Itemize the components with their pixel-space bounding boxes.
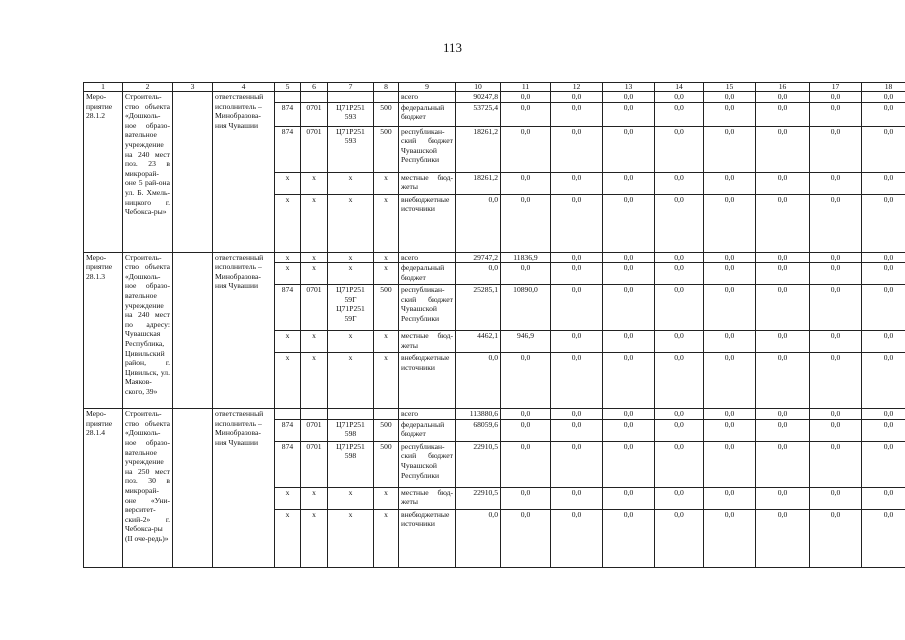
year-value-cell: 0,0 xyxy=(862,353,905,409)
target-article-cell: х xyxy=(328,172,374,194)
grbs-cell: 874 xyxy=(275,285,301,331)
grbs-cell: 874 xyxy=(275,419,301,441)
funding-source-cell: республикан-ский бюджет Чувашской Республики xyxy=(399,285,456,331)
event-cell: Меро-приятие 28.1.3 xyxy=(84,252,123,409)
year-value-cell: 0,0 xyxy=(501,172,551,194)
empty-cell xyxy=(173,92,213,253)
year-value-cell: 0,0 xyxy=(603,102,655,126)
expense-type-cell xyxy=(374,92,399,103)
expense-type-cell xyxy=(374,409,399,420)
column-header: 16 xyxy=(756,83,810,92)
object-cell: Строитель-ство объекта «Дошколь-ное образо-вательное учреждение на 240 мест по адресу: Чувашская Республика, Цивильский район, г. Цивильск, ул. Маяков-ского, 39» xyxy=(123,252,173,409)
year-value-cell: 0,0 xyxy=(551,194,603,252)
object-cell: Строитель-ство объекта «Дошколь-ное образо-вательное учреждение на 240 мест поз. 23 в микрорай-оне 5 рай-она ул. Б. Хмель-ницкого г. Чебокса-ры» xyxy=(123,92,173,253)
column-header: 17 xyxy=(810,83,862,92)
year-value-cell: 0,0 xyxy=(756,509,810,567)
section-cell: х xyxy=(301,353,328,409)
event-cell: Меро-приятие 28.1.2 xyxy=(84,92,123,253)
target-article-cell: Ц71Р251 593 xyxy=(328,102,374,126)
year-value-cell: 0,0 xyxy=(501,419,551,441)
year-value-cell: 0,0 xyxy=(603,252,655,263)
table-row xyxy=(84,252,905,263)
year-value-cell: 0,0 xyxy=(756,263,810,285)
target-article-cell: Ц71Р251 59Г Ц71Р251 59Г xyxy=(328,285,374,331)
grbs-cell: х xyxy=(275,353,301,409)
expense-type-cell: х xyxy=(374,331,399,353)
year-value-cell: 0,0 xyxy=(862,487,905,509)
column-header: 9 xyxy=(399,83,456,92)
year-value-cell: 0,0 xyxy=(603,263,655,285)
year-value-cell: 10890,0 xyxy=(501,285,551,331)
year-value-cell: 0,0 xyxy=(603,409,655,420)
year-value-cell: 0,0 xyxy=(501,126,551,172)
target-article-cell: Ц71Р251 598 xyxy=(328,419,374,441)
total-value-cell: 22910,5 xyxy=(456,441,501,487)
funding-source-cell: всего xyxy=(399,252,456,263)
year-value-cell: 0,0 xyxy=(704,419,756,441)
total-value-cell: 22910,5 xyxy=(456,487,501,509)
expense-type-cell: х xyxy=(374,172,399,194)
funding-source-cell: республикан-ский бюджет Чувашской Республики xyxy=(399,126,456,172)
year-value-cell: 0,0 xyxy=(704,331,756,353)
year-value-cell: 0,0 xyxy=(810,487,862,509)
year-value-cell: 0,0 xyxy=(551,285,603,331)
year-value-cell: 0,0 xyxy=(603,509,655,567)
section-cell: х xyxy=(301,487,328,509)
year-value-cell: 0,0 xyxy=(862,263,905,285)
responsible-cell: ответственный исполнитель – Минобразова-ния Чувашии xyxy=(213,252,275,409)
year-value-cell: 0,0 xyxy=(756,172,810,194)
year-value-cell: 0,0 xyxy=(862,252,905,263)
column-header: 14 xyxy=(655,83,704,92)
section-cell: х xyxy=(301,194,328,252)
year-value-cell: 0,0 xyxy=(551,102,603,126)
expense-type-cell: х xyxy=(374,509,399,567)
total-value-cell: 4462,1 xyxy=(456,331,501,353)
year-value-cell: 0,0 xyxy=(655,194,704,252)
year-value-cell: 0,0 xyxy=(501,102,551,126)
year-value-cell: 0,0 xyxy=(862,409,905,420)
year-value-cell: 0,0 xyxy=(655,263,704,285)
year-value-cell: 0,0 xyxy=(704,353,756,409)
table-body xyxy=(84,83,905,568)
total-value-cell: 0,0 xyxy=(456,194,501,252)
column-header: 2 xyxy=(123,83,173,92)
year-value-cell: 0,0 xyxy=(810,172,862,194)
year-value-cell: 0,0 xyxy=(603,172,655,194)
year-value-cell: 0,0 xyxy=(603,331,655,353)
grbs-cell: х xyxy=(275,194,301,252)
year-value-cell: 0,0 xyxy=(704,126,756,172)
responsible-cell: ответственный исполнитель – Минобразова-ния Чувашии xyxy=(213,92,275,253)
target-article-cell: х xyxy=(328,487,374,509)
year-value-cell: 0,0 xyxy=(756,409,810,420)
year-value-cell: 0,0 xyxy=(810,102,862,126)
column-header: 8 xyxy=(374,83,399,92)
year-value-cell: 0,0 xyxy=(603,487,655,509)
year-value-cell: 0,0 xyxy=(810,285,862,331)
target-article-cell: х xyxy=(328,331,374,353)
grbs-cell: х xyxy=(275,252,301,263)
funding-source-cell: внебюджетные источники xyxy=(399,353,456,409)
column-header: 11 xyxy=(501,83,551,92)
target-article-cell: х xyxy=(328,353,374,409)
year-value-cell: 0,0 xyxy=(704,102,756,126)
year-value-cell: 0,0 xyxy=(551,409,603,420)
grbs-cell: х xyxy=(275,172,301,194)
year-value-cell: 0,0 xyxy=(603,419,655,441)
year-value-cell: 0,0 xyxy=(704,263,756,285)
year-value-cell: 0,0 xyxy=(756,126,810,172)
year-value-cell: 0,0 xyxy=(756,102,810,126)
column-header: 3 xyxy=(173,83,213,92)
section-cell xyxy=(301,92,328,103)
grbs-cell: 874 xyxy=(275,441,301,487)
year-value-cell: 0,0 xyxy=(810,252,862,263)
year-value-cell: 0,0 xyxy=(862,194,905,252)
year-value-cell: 0,0 xyxy=(551,353,603,409)
expense-type-cell: 500 xyxy=(374,126,399,172)
section-cell: х xyxy=(301,263,328,285)
funding-source-cell: федеральный бюджет xyxy=(399,102,456,126)
total-value-cell: 18261,2 xyxy=(456,172,501,194)
section-cell: 0701 xyxy=(301,126,328,172)
year-value-cell: 0,0 xyxy=(756,92,810,103)
page-number: 113 xyxy=(442,40,463,55)
year-value-cell: 0,0 xyxy=(551,172,603,194)
object-cell: Строитель-ство объекта «Дошколь-ное образо-вательное учреждение на 250 мест поз. 30 в микрорай-оне «Уни-верситет-ский-2» г. Чебокса-ры (II оче-редь)» xyxy=(123,409,173,568)
total-value-cell: 25285,1 xyxy=(456,285,501,331)
year-value-cell: 0,0 xyxy=(756,252,810,263)
column-header: 4 xyxy=(213,83,275,92)
year-value-cell: 0,0 xyxy=(501,194,551,252)
column-header: 5 xyxy=(275,83,301,92)
total-value-cell: 0,0 xyxy=(456,509,501,567)
year-value-cell: 0,0 xyxy=(810,409,862,420)
year-value-cell: 0,0 xyxy=(551,441,603,487)
year-value-cell: 0,0 xyxy=(655,92,704,103)
year-value-cell: 0,0 xyxy=(655,509,704,567)
section-cell: х xyxy=(301,509,328,567)
year-value-cell: 0,0 xyxy=(756,285,810,331)
section-cell: х xyxy=(301,252,328,263)
table-row xyxy=(84,92,905,103)
year-value-cell: 0,0 xyxy=(704,285,756,331)
total-value-cell: 0,0 xyxy=(456,353,501,409)
section-cell: х xyxy=(301,331,328,353)
total-value-cell: 0,0 xyxy=(456,263,501,285)
year-value-cell: 0,0 xyxy=(704,487,756,509)
year-value-cell: 0,0 xyxy=(704,194,756,252)
column-header: 7 xyxy=(328,83,374,92)
year-value-cell: 0,0 xyxy=(551,487,603,509)
year-value-cell: 0,0 xyxy=(704,172,756,194)
year-value-cell: 0,0 xyxy=(704,252,756,263)
expense-type-cell: х xyxy=(374,252,399,263)
column-header: 15 xyxy=(704,83,756,92)
year-value-cell: 0,0 xyxy=(810,263,862,285)
column-header: 18 xyxy=(862,83,905,92)
funding-source-cell: всего xyxy=(399,409,456,420)
year-value-cell: 0,0 xyxy=(655,285,704,331)
total-value-cell: 68059,6 xyxy=(456,419,501,441)
year-value-cell: 0,0 xyxy=(603,194,655,252)
expense-type-cell: 500 xyxy=(374,285,399,331)
expense-type-cell: 500 xyxy=(374,102,399,126)
expense-type-cell: х xyxy=(374,487,399,509)
grbs-cell: х xyxy=(275,487,301,509)
column-header: 12 xyxy=(551,83,603,92)
year-value-cell: 0,0 xyxy=(862,441,905,487)
year-value-cell: 0,0 xyxy=(810,194,862,252)
year-value-cell: 0,0 xyxy=(603,285,655,331)
grbs-cell: х xyxy=(275,263,301,285)
grbs-cell: 874 xyxy=(275,126,301,172)
funding-source-cell: внебюджетные источники xyxy=(399,194,456,252)
responsible-cell: ответственный исполнитель – Минобразова-ния Чувашии xyxy=(213,409,275,568)
year-value-cell: 0,0 xyxy=(810,353,862,409)
expense-type-cell: 500 xyxy=(374,441,399,487)
year-value-cell: 0,0 xyxy=(501,92,551,103)
year-value-cell: 0,0 xyxy=(603,353,655,409)
year-value-cell: 0,0 xyxy=(603,126,655,172)
year-value-cell: 0,0 xyxy=(655,331,704,353)
section-cell xyxy=(301,409,328,420)
year-value-cell: 0,0 xyxy=(862,285,905,331)
year-value-cell: 0,0 xyxy=(862,419,905,441)
section-cell: 0701 xyxy=(301,102,328,126)
total-value-cell: 18261,2 xyxy=(456,126,501,172)
target-article-cell: х xyxy=(328,509,374,567)
funding-source-cell: всего xyxy=(399,92,456,103)
column-header: 1 xyxy=(84,83,123,92)
header-row xyxy=(84,83,905,92)
year-value-cell: 0,0 xyxy=(655,252,704,263)
year-value-cell: 0,0 xyxy=(704,509,756,567)
year-value-cell: 0,0 xyxy=(655,487,704,509)
year-value-cell: 0,0 xyxy=(551,252,603,263)
section-cell: х xyxy=(301,172,328,194)
year-value-cell: 0,0 xyxy=(551,509,603,567)
funding-source-cell: местные бюд-жеты xyxy=(399,172,456,194)
event-cell: Меро-приятие 28.1.4 xyxy=(84,409,123,568)
grbs-cell xyxy=(275,409,301,420)
target-article-cell: х xyxy=(328,252,374,263)
empty-cell xyxy=(173,252,213,409)
expense-type-cell: 500 xyxy=(374,419,399,441)
target-article-cell xyxy=(328,92,374,103)
year-value-cell: 0,0 xyxy=(551,92,603,103)
year-value-cell: 0,0 xyxy=(655,126,704,172)
year-value-cell: 0,0 xyxy=(756,353,810,409)
funding-source-cell: местные бюд-жеты xyxy=(399,331,456,353)
empty-cell xyxy=(173,409,213,568)
year-value-cell: 0,0 xyxy=(551,126,603,172)
expense-type-cell: х xyxy=(374,263,399,285)
expense-type-cell: х xyxy=(374,194,399,252)
year-value-cell: 0,0 xyxy=(756,419,810,441)
budget-table xyxy=(83,82,905,568)
year-value-cell: 0,0 xyxy=(862,509,905,567)
total-value-cell: 53725,4 xyxy=(456,102,501,126)
year-value-cell: 0,0 xyxy=(551,331,603,353)
funding-source-cell: республикан-ский бюджет Чувашской Республики xyxy=(399,441,456,487)
table-row xyxy=(84,409,905,420)
year-value-cell: 0,0 xyxy=(862,126,905,172)
year-value-cell: 0,0 xyxy=(810,509,862,567)
year-value-cell: 0,0 xyxy=(756,487,810,509)
total-value-cell: 113880,6 xyxy=(456,409,501,420)
target-article-cell xyxy=(328,409,374,420)
target-article-cell: Ц71Р251 593 xyxy=(328,126,374,172)
year-value-cell: 0,0 xyxy=(501,509,551,567)
year-value-cell: 0,0 xyxy=(862,172,905,194)
year-value-cell: 0,0 xyxy=(655,353,704,409)
year-value-cell: 0,0 xyxy=(704,441,756,487)
year-value-cell: 0,0 xyxy=(551,263,603,285)
column-header: 10 xyxy=(456,83,501,92)
year-value-cell: 0,0 xyxy=(655,419,704,441)
target-article-cell: Ц71Р251 598 xyxy=(328,441,374,487)
year-value-cell: 0,0 xyxy=(501,441,551,487)
year-value-cell: 946,9 xyxy=(501,331,551,353)
year-value-cell: 0,0 xyxy=(501,487,551,509)
year-value-cell: 0,0 xyxy=(756,331,810,353)
grbs-cell: 874 xyxy=(275,102,301,126)
funding-source-cell: внебюджетные источники xyxy=(399,509,456,567)
year-value-cell: 0,0 xyxy=(655,441,704,487)
total-value-cell: 29747,2 xyxy=(456,252,501,263)
funding-source-cell: местные бюд-жеты xyxy=(399,487,456,509)
year-value-cell: 0,0 xyxy=(756,194,810,252)
year-value-cell: 0,0 xyxy=(551,419,603,441)
grbs-cell: х xyxy=(275,509,301,567)
year-value-cell: 0,0 xyxy=(655,172,704,194)
year-value-cell: 0,0 xyxy=(756,441,810,487)
year-value-cell: 0,0 xyxy=(501,353,551,409)
year-value-cell: 0,0 xyxy=(603,92,655,103)
target-article-cell: х xyxy=(328,194,374,252)
section-cell: 0701 xyxy=(301,419,328,441)
column-header: 6 xyxy=(301,83,328,92)
funding-source-cell: федеральный бюджет xyxy=(399,263,456,285)
year-value-cell: 0,0 xyxy=(862,92,905,103)
year-value-cell: 11836,9 xyxy=(501,252,551,263)
year-value-cell: 0,0 xyxy=(603,441,655,487)
year-value-cell: 0,0 xyxy=(655,102,704,126)
year-value-cell: 0,0 xyxy=(810,126,862,172)
year-value-cell: 0,0 xyxy=(810,92,862,103)
year-value-cell: 0,0 xyxy=(655,409,704,420)
funding-source-cell: федеральный бюджет xyxy=(399,419,456,441)
year-value-cell: 0,0 xyxy=(704,409,756,420)
year-value-cell: 0,0 xyxy=(501,409,551,420)
section-cell: 0701 xyxy=(301,441,328,487)
total-value-cell: 90247,8 xyxy=(456,92,501,103)
year-value-cell: 0,0 xyxy=(810,419,862,441)
target-article-cell: х xyxy=(328,263,374,285)
expense-type-cell: х xyxy=(374,353,399,409)
year-value-cell: 0,0 xyxy=(862,102,905,126)
year-value-cell: 0,0 xyxy=(810,331,862,353)
year-value-cell: 0,0 xyxy=(704,92,756,103)
year-value-cell: 0,0 xyxy=(862,331,905,353)
year-value-cell: 0,0 xyxy=(810,441,862,487)
section-cell: 0701 xyxy=(301,285,328,331)
grbs-cell xyxy=(275,92,301,103)
column-header: 13 xyxy=(603,83,655,92)
year-value-cell: 0,0 xyxy=(501,263,551,285)
grbs-cell: х xyxy=(275,331,301,353)
